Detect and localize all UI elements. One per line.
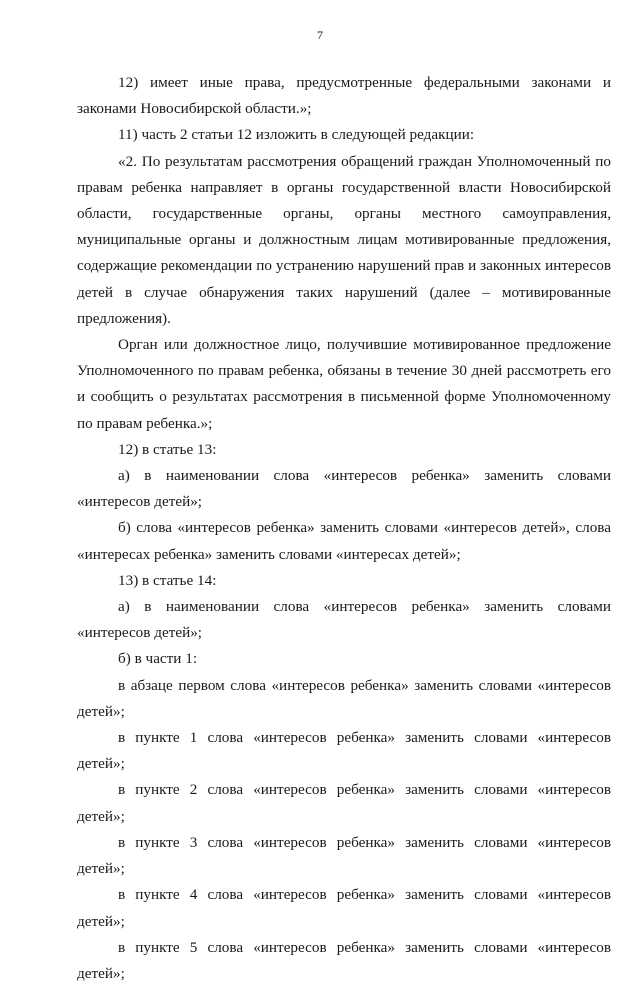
paragraph-point-1: в пункте 1 слова «интересов ребенка» заменить словами «интересов детей»; [77,729,611,773]
document-body [77,70,611,987]
paragraph-amendment-13-b: б) в части 1: [118,650,198,668]
paragraph-amendment-12-a: а) в наименовании слова «интересов ребенка» заменить словами «интересов детей»; [77,467,611,511]
paragraph-point-5: в пункте 5 слова «интересов ребенка» заменить словами «интересов детей»; [77,938,611,982]
paragraph-part-1-first-clause: в абзаце первом слова «интересов ребенка» заменить словами «интересов детей»; [77,676,611,720]
paragraph-point-4: в пункте 4 слова «интересов ребенка» заменить словами «интересов детей»; [77,886,611,930]
paragraph-amendment-11: 11) часть 2 статьи 12 изложить в следующей редакции: [118,126,475,144]
paragraph-article-12-part-2: «2. По результатам рассмотрения обращений граждан Уполномоченный по правам ребенка направляет в органы государственной власти Новосибирской области, государственные органы, органы местного самоуправления, муниципальные органы и должностным лицам мотивированные предложения, содержащие рекомендации по устранению нарушений прав и законных интересов детей в случае обнаружения таких нарушений (далее – мотивированные предложения). [77,152,611,327]
paragraph-amendment-13: 13) в статье 14: [118,571,217,589]
paragraph-amendment-12-b: б) слова «интересов ребенка» заменить словами «интересов детей», слова «интересах ребенка» заменить словами «интересах детей»; [77,519,611,563]
page-number: 7 [317,28,323,42]
paragraph-item-12-rights: 12) имеет иные права, предусмотренные федеральными законами и законами Новосибирской области.»; [77,74,611,118]
paragraph-point-2: в пункте 2 слова «интересов ребенка» заменить словами «интересов детей»; [77,781,611,825]
paragraph-point-3: в пункте 3 слова «интересов ребенка» заменить словами «интересов детей»; [77,833,611,878]
paragraph-amendment-13-a: а) в наименовании слова «интересов ребенка» заменить словами «интересов детей»; [77,598,611,642]
paragraph-amendment-12: 12) в статье 13: [118,440,217,458]
paragraph-article-12-part-2-cont: Орган или должностное лицо, получившие мотивированное предложение Уполномоченного по правам ребенка, обязаны в течение 30 дней рассмотреть его и сообщить о результатах рассмотрения в письменной форме Уполномоченному по правам ребенка.»; [77,336,611,432]
